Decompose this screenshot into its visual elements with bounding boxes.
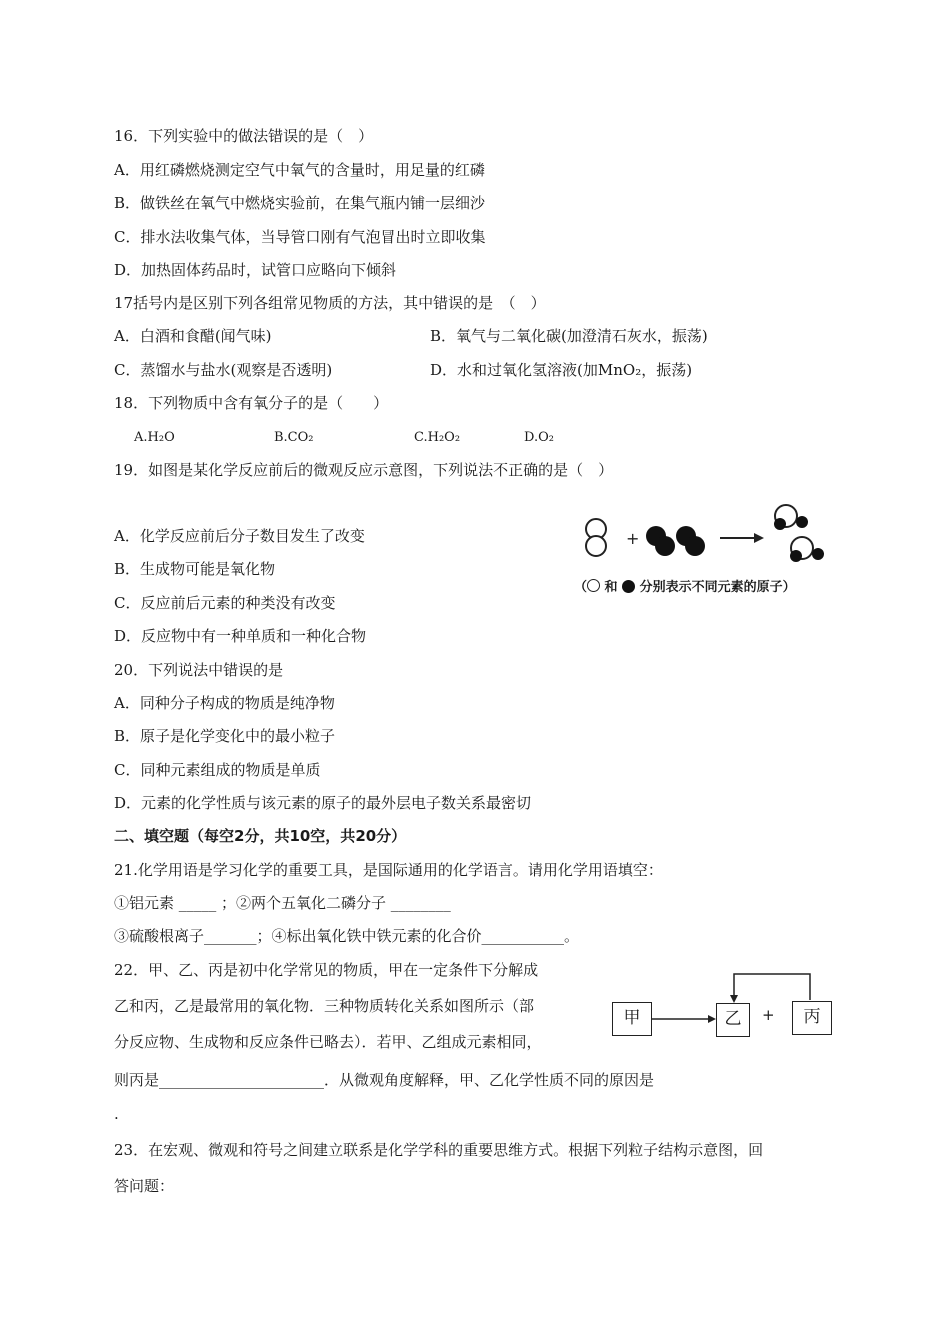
q16-option-c: C．排水法收集气体，当导管口刚有气泡冒出时立即收集 [114,228,486,246]
q20-option-c: C．同种元素组成的物质是单质 [114,761,321,779]
q19-option-d: D．反应物中有一种单质和一种化合物 [114,627,367,645]
q18-option-d: D.O₂ [524,430,554,445]
q20-option-a: A．同种分子构成的物质是纯净物 [114,694,335,712]
reaction-diagram [570,500,840,610]
caption-open: （ [574,580,588,595]
q17-option-b: B．氧气与二氧化碳(加澄清石灰水，振荡) [430,327,708,345]
white-atom-legend-icon [587,579,600,592]
arrow-head-icon [708,1015,716,1023]
q17-option-d: D．水和过氧化氢溶液(加MnO₂，振荡) [430,361,693,379]
black-atom [774,518,786,530]
box-bing: 丙 [792,1001,832,1035]
reaction-caption [574,576,796,595]
q22-line-4: 则丙是______________________．从微观角度解释，甲、乙化学性质不同的原因是 [114,1071,655,1089]
plus-sign: + [762,1006,775,1024]
q20-option-d: D．元素的化学性质与该元素的原子的最外层电子数关系最密切 [114,794,532,812]
q18-option-b: B.CO₂ [274,430,314,445]
arrow-head-icon [754,533,764,543]
q19-option-c: C．反应前后元素的种类没有改变 [114,594,336,612]
box-jia: 甲 [612,1002,652,1036]
q21-line-1: ①铝元素 _____ ；②两个五氧化二磷分子 ________ [114,894,451,912]
q21-stem: 21.化学用语是学习化学的重要工具，是国际通用的化学语言。请用化学用语填空： [114,861,663,879]
q20-option-b: B．原子是化学变化中的最小粒子 [114,727,336,745]
q21-line-2: ③硫酸根离子_______；④标出氧化铁中铁元素的化合价___________。 [114,927,580,945]
q22-line-2: 乙和丙，乙是最常用的氧化物．三种物质转化关系如图所示（部 [114,997,535,1015]
section-heading: 二、填空题（每空2分，共10空，共20分） [114,827,407,845]
transformation-diagram [612,968,844,1040]
q16-option-d: D．加热固体药品时，试管口应略向下倾斜 [114,261,397,279]
black-atom [685,536,705,556]
q17-option-a: A．白酒和食醋(闻气味) [114,327,272,345]
q17-stem: 17括号内是区别下列各组常见物质的方法，其中错误的是 （ ） [114,294,546,312]
box-yi: 乙 [716,1003,750,1037]
q19-stem: 19．如图是某化学反应前后的微观反应示意图，下列说法不正确的是（ ） [114,461,614,479]
caption-and: 和 [604,580,618,595]
plus-sign: + [626,529,640,548]
q22-line-1: 22．甲、乙、丙是初中化学常见的物质，甲在一定条件下分解成 [114,961,539,979]
q19-option-b: B．生成物可能是氧化物 [114,560,276,578]
q18-option-c: C.H₂O₂ [414,430,461,445]
black-atom [790,550,802,562]
q22-line-5: . [114,1105,119,1123]
q16-stem: 16．下列实验中的做法错误的是（ ） [114,127,374,145]
q18-option-a: A.H₂O [134,430,175,445]
q18-stem: 18．下列物质中含有氧分子的是（ ） [114,394,389,412]
q22-line-3: 分反应物、生成物和反应条件已略去）．若甲、乙组成元素相同， [114,1033,542,1051]
caption-rest: 分别表示不同元素的原子） [639,580,796,595]
q20-stem: 20．下列说法中错误的是 [114,661,284,679]
q16-option-a: A．用红磷燃烧测定空气中氧气的含量时，用足量的红磷 [114,161,485,179]
black-atom [655,536,675,556]
black-atom-legend-icon [622,580,635,593]
black-atom [812,548,824,560]
q19-option-a: A．化学反应前后分子数目发生了改变 [114,527,365,545]
arrow-bing-to-yi [734,974,810,1000]
arrow-head-icon [730,995,738,1003]
white-atom [586,536,606,556]
q16-option-b: B．做铁丝在氧气中燃烧实验前，在集气瓶内铺一层细沙 [114,194,486,212]
q17-option-c: C．蒸馏水与盐水(观察是否透明) [114,361,333,379]
q23-line-1: 23．在宏观、微观和符号之间建立联系是化学学科的重要思维方式。根据下列粒子结构示意图，回 [114,1141,764,1159]
q23-line-2: 答问题： [114,1177,175,1195]
black-atom [796,516,808,528]
